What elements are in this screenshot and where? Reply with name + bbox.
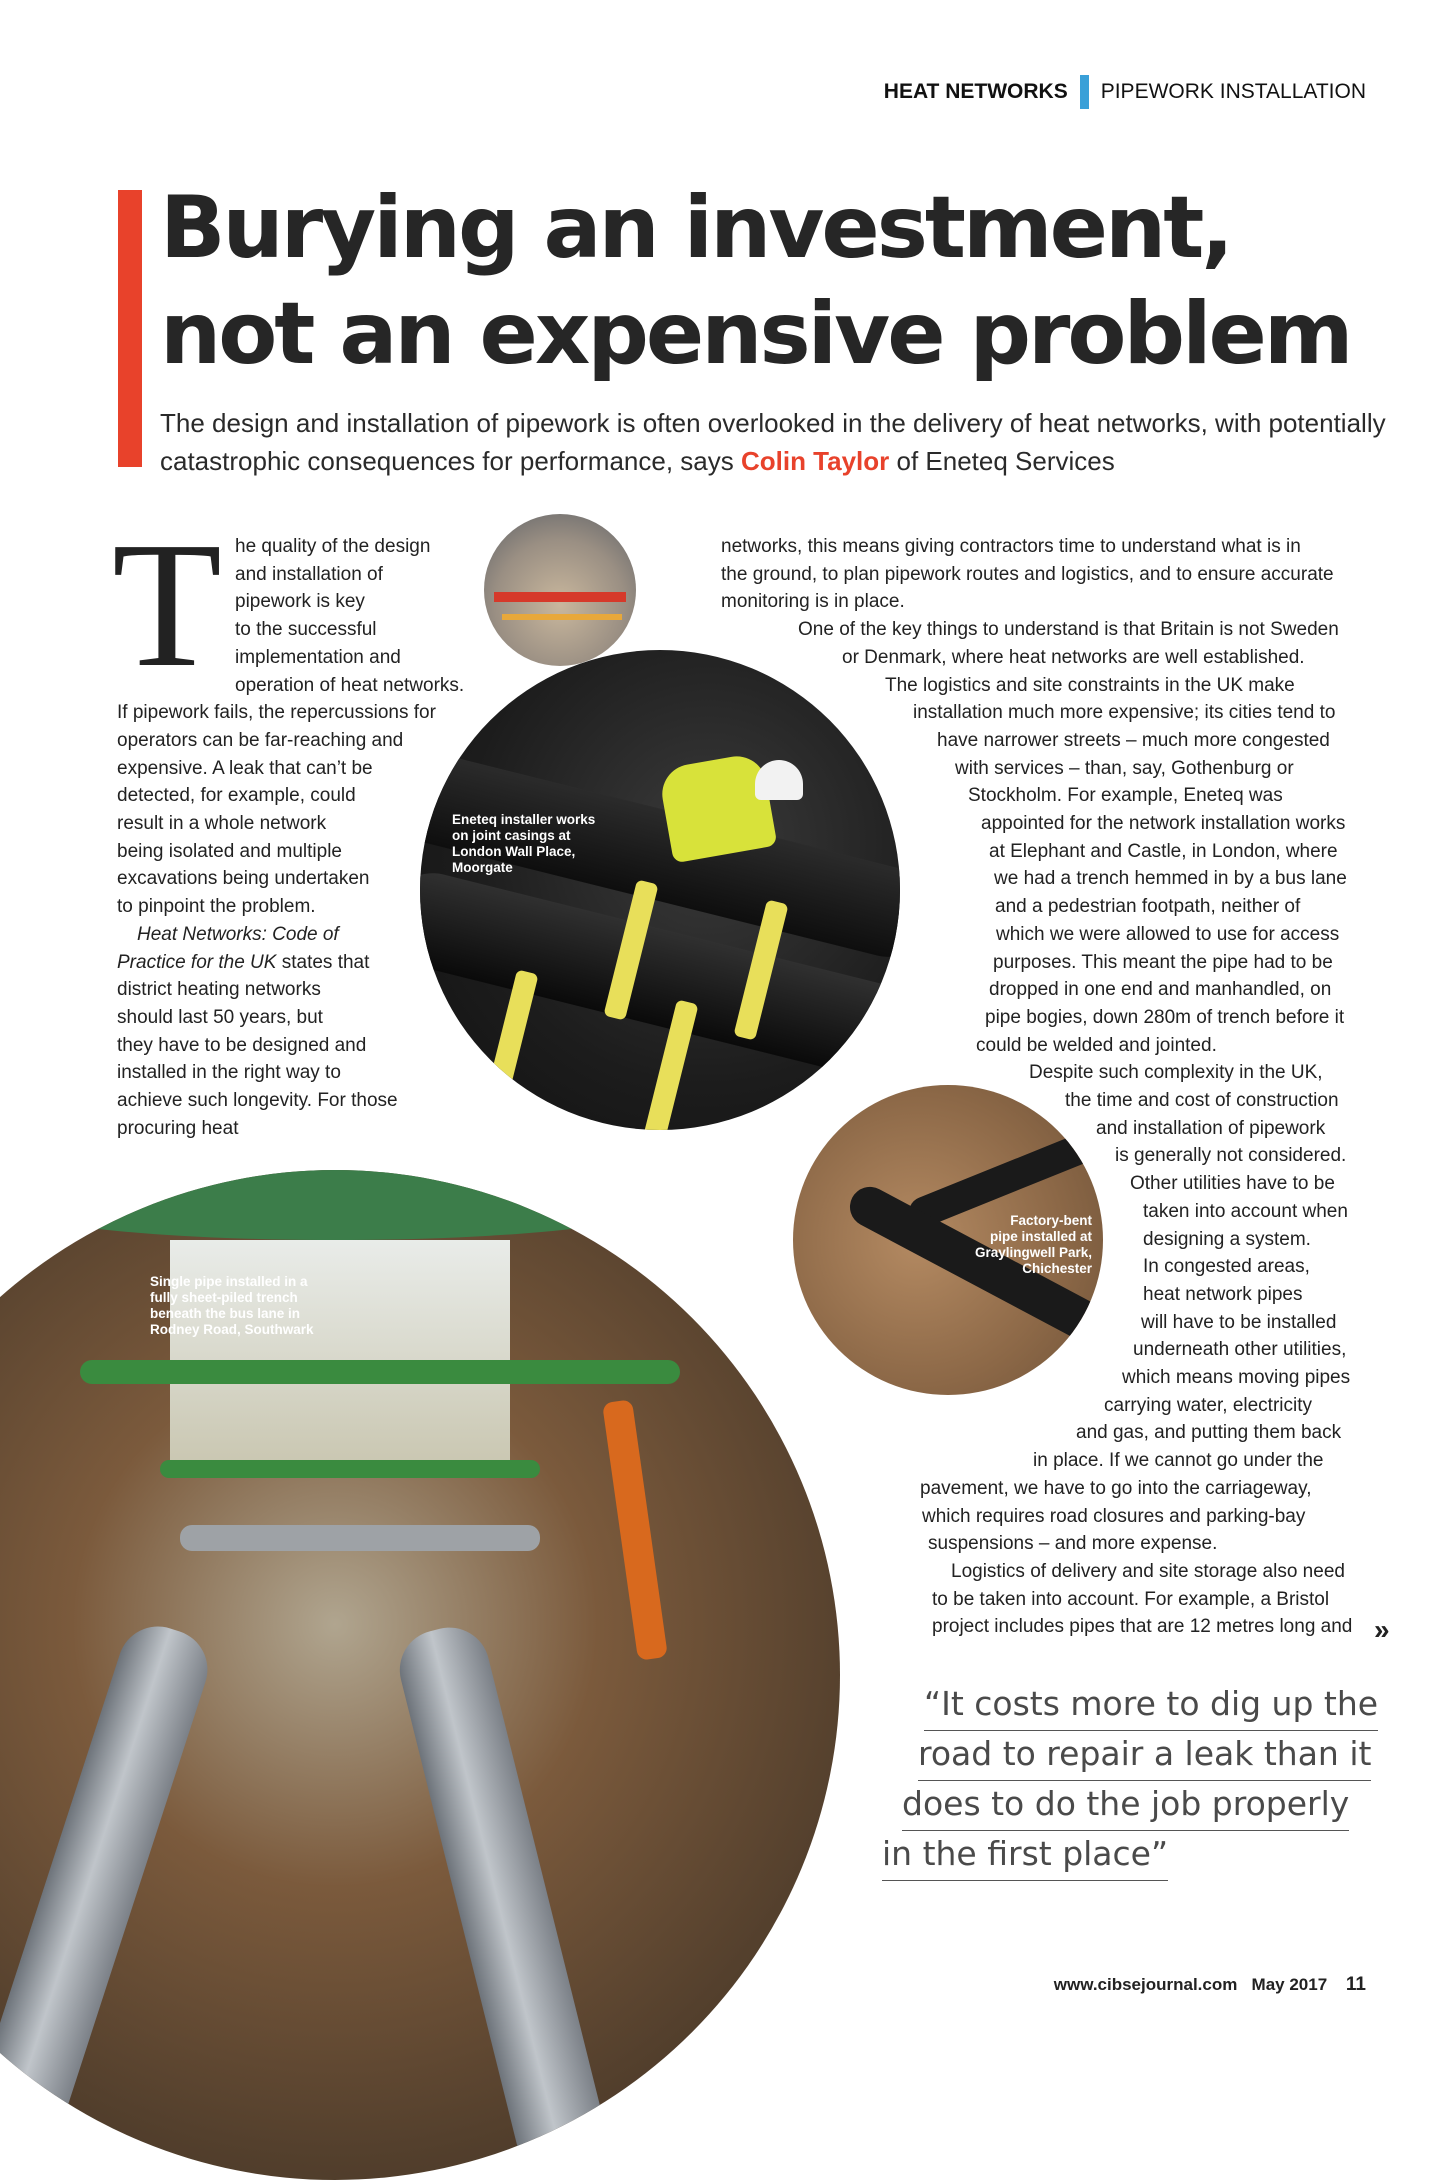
body-text-line: Practice for the UK states that <box>117 951 370 973</box>
body-text-line: which requires road closures and parking-bay <box>922 1505 1306 1527</box>
caption-line: Single pipe installed in a <box>150 1274 308 1289</box>
body-text-line: pipework is key <box>235 591 365 613</box>
title-line-2: not an expensive problem <box>160 284 1351 384</box>
body-text-line: being isolated and multiple <box>117 840 342 862</box>
body-text-line: heat network pipes <box>1143 1283 1303 1305</box>
body-text-line: achieve such longevity. For those <box>117 1090 398 1111</box>
pull-quote-line: “It costs more to dig up the <box>924 1684 1378 1731</box>
caption-line: Moorgate <box>452 860 513 875</box>
section-name: HEAT NETWORKS <box>883 80 1068 103</box>
body-text-line: pavement, we have to go into the carriageway, <box>920 1477 1312 1499</box>
caption-photo-trench <box>150 1274 314 1338</box>
body-text-line: which means moving pipes <box>1122 1367 1351 1388</box>
photo-trench-rodney-road <box>0 1170 840 2180</box>
body-text-line: district heating networks <box>117 979 321 1001</box>
body-text-line: the ground, to plan pipework routes and logistics, and to ensure accurate <box>721 563 1334 585</box>
body-text-line: installation much more expensive; its cities tend to <box>913 702 1336 724</box>
body-text-line: procuring heat <box>117 1117 239 1139</box>
author-name: Colin Taylor <box>740 446 890 476</box>
body-text-line: and installation of pipework <box>1096 1117 1326 1139</box>
title-line-1: Burying an investment, <box>160 178 1231 278</box>
body-text-line: or Denmark, where heat networks are well established. <box>842 646 1305 668</box>
body-text-line: the time and cost of construction <box>1065 1090 1339 1111</box>
footer-url: www.cibsejournal.com <box>1053 1975 1238 1994</box>
article-title <box>160 175 1390 387</box>
body-text-line: pipe bogies, down 280m of trench before it <box>985 1006 1345 1028</box>
pull-quote-line: does to do the job properly <box>902 1784 1349 1831</box>
body-text-line: and a pedestrian footpath, neither of <box>995 896 1301 918</box>
body-text-line: appointed for the network installation works <box>981 813 1346 834</box>
caption-line: pipe installed at <box>989 1229 1092 1244</box>
body-text-line: taken into account when <box>1143 1200 1348 1222</box>
body-text-line: he quality of the design <box>235 536 431 557</box>
body-text-line: expensive. A leak that can’t be <box>117 757 373 779</box>
body-text-line: project includes pipes that are 12 metres long and <box>932 1616 1353 1638</box>
body-text-line: and gas, and putting them back <box>1076 1422 1342 1444</box>
body-text-line: operation of heat networks. <box>235 674 465 696</box>
body-text-line: to the successful <box>235 619 377 641</box>
body-text-line: at Elephant and Castle, in London, where <box>989 840 1338 862</box>
body-text-line: we had a trench hemmed in by a bus lane <box>994 868 1347 890</box>
pull-quote-line: road to repair a leak than it <box>918 1734 1371 1781</box>
continue-arrow-icon: » <box>1374 1614 1390 1645</box>
page-footer <box>1054 1974 1366 1996</box>
title-accent-bar <box>118 190 142 467</box>
subsection-name: PIPEWORK INSTALLATION <box>1100 80 1366 103</box>
body-text-line: they have to be designed and <box>117 1034 367 1056</box>
body-text-line: Logistics of delivery and site storage also need <box>951 1560 1345 1582</box>
caption-line: Rodney Road, Southwark <box>150 1322 314 1337</box>
footer-issue: May 2017 <box>1251 1975 1328 1994</box>
body-text-line: designing a system. <box>1143 1228 1311 1250</box>
body-text-line: suspensions – and more expense. <box>928 1533 1218 1555</box>
caption-line: London Wall Place, <box>452 844 576 859</box>
body-text-line: Stockholm. For example, Eneteq was <box>968 785 1283 807</box>
body-text-line: and installation of <box>235 563 383 585</box>
caption-line: on joint casings at <box>452 828 571 843</box>
body-text-line: In congested areas, <box>1143 1256 1310 1278</box>
body-text-line: Heat Networks: Code of <box>137 923 339 945</box>
standfirst <box>160 404 1400 480</box>
caption-photo-bent-pipe <box>960 1213 1092 1277</box>
body-text-line: should last 50 years, but <box>117 1006 323 1028</box>
body-text-line: will have to be installed <box>1141 1311 1337 1333</box>
section-header <box>884 74 1366 110</box>
body-text-line: networks, this means giving contractors time to understand what is in <box>721 536 1301 557</box>
page-number: 11 <box>1345 1974 1366 1995</box>
body-text-line: If pipework fails, the repercussions for <box>117 702 436 724</box>
body-text-line: monitoring is in place. <box>721 591 905 613</box>
body-text-line: result in a whole network <box>117 813 327 834</box>
body-text-line: One of the key things to understand is that Britain is not Sweden <box>798 619 1339 641</box>
caption-line: Graylingwell Park, <box>974 1245 1092 1260</box>
standfirst-post: of Eneteq Services <box>889 446 1115 476</box>
body-text-line: to be taken into account. For example, a Bristol <box>932 1588 1330 1610</box>
caption-line: Chichester <box>1022 1261 1092 1276</box>
body-text-line: to pinpoint the problem. <box>117 896 316 918</box>
body-text-line: dropped in one end and manhandled, on <box>989 979 1332 1001</box>
photo-installer-joint-casings <box>420 650 900 1130</box>
body-text-line: is generally not considered. <box>1115 1145 1347 1167</box>
body-text-line: installed in the right way to <box>117 1062 341 1084</box>
body-text-line: purposes. This meant the pipe had to be <box>993 951 1333 973</box>
caption-line: Eneteq installer works <box>452 812 596 827</box>
caption-line: fully sheet-piled trench <box>150 1290 298 1305</box>
body-text-line: carrying water, electricity <box>1104 1394 1313 1416</box>
body-text-line: Despite such complexity in the UK, <box>1029 1062 1323 1084</box>
section-divider <box>1080 75 1089 109</box>
body-text-line: operators can be far-reaching and <box>117 729 404 751</box>
caption-line: Factory-bent <box>1010 1213 1092 1228</box>
body-text-line: detected, for example, could <box>117 785 356 807</box>
body-text-line: have narrower streets – much more congested <box>937 729 1330 751</box>
body-text-line: with services – than, say, Gothenburg or <box>955 757 1294 779</box>
body-text-line: implementation and <box>235 646 401 668</box>
body-text-line: excavations being undertaken <box>117 868 370 890</box>
body-text-line: which we were allowed to use for access <box>996 923 1340 945</box>
body-text-line: The logistics and site constraints in the UK make <box>885 674 1295 696</box>
body-text-line: Other utilities have to be <box>1130 1173 1335 1195</box>
pull-quote-line: in the first place” <box>882 1834 1168 1881</box>
body-text-line: in place. If we cannot go under the <box>1033 1450 1324 1472</box>
caption-line: beneath the bus lane in <box>150 1306 301 1321</box>
caption-photo-installer <box>452 812 595 876</box>
standfirst-pre: The design and installation of pipework is often overlooked in the delivery of heat networks, with potentially catastrophic consequences for performance, says <box>160 408 1386 476</box>
photo-site-storage <box>484 514 636 666</box>
body-text-line: could be welded and jointed. <box>976 1034 1217 1056</box>
drop-cap: T <box>112 505 222 704</box>
body-text-line: underneath other utilities, <box>1133 1339 1347 1361</box>
